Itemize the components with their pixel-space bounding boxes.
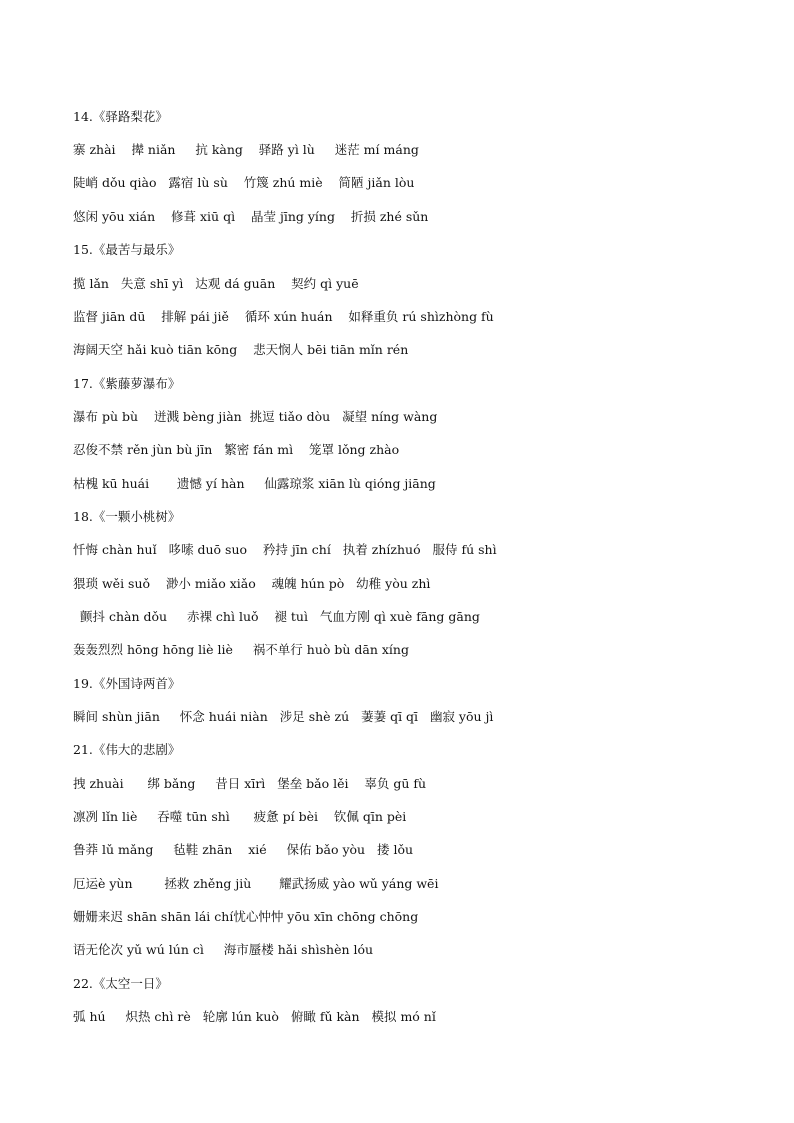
vocab-line: 忏悔 chàn huǐ 哆嗦 duō suo 矜持 jīn chí 执着 zhízhuó 服侍 fú shì bbox=[73, 542, 497, 557]
vocab-line: 悠闲 yōu xián 修葺 xiū qì 晶莹 jīng yíng 折损 zhé sǔn bbox=[73, 209, 429, 224]
vocab-line: 陡峭 dǒu qiào 露宿 lù sù 竹篾 zhú miè 简陋 jiǎn lòu bbox=[73, 175, 415, 190]
vocab-line: 语无伦次 yǔ wú lún cì 海市蜃楼 hǎi shìshèn lóu bbox=[73, 942, 374, 957]
vocab-line: 监督 jiān dū 排解 pái jiě 循环 xún huán 如释重负 rú shìzhòng fù bbox=[73, 309, 494, 324]
section-heading-19: 19.《外国诗两首》 bbox=[73, 676, 181, 691]
vocab-line: 猥琐 wěi suǒ 渺小 miǎo xiǎo 魂魄 hún pò 幼稚 yòu zhì bbox=[73, 576, 431, 591]
section-heading-14: 14.《驿路梨花》 bbox=[73, 109, 168, 124]
vocab-line: 姗姗来迟 shān shān lái chí忧心忡忡 yōu xīn chōng chōng bbox=[73, 909, 419, 924]
vocab-line: 忍俊不禁 rěn jùn bù jīn 繁密 fán mì 笼罩 lǒng zhào bbox=[73, 442, 400, 457]
vocab-line: 弧 hú 炽热 chì rè 轮廓 lún kuò 俯瞰 fǔ kàn 模拟 mó nǐ bbox=[73, 1009, 436, 1024]
section-heading-22: 22.《太空一日》 bbox=[73, 976, 168, 991]
vocab-line: 凛冽 lǐn liè 吞噬 tūn shì 疲惫 pí bèi 钦佩 qīn pèi bbox=[73, 809, 407, 824]
vocab-line: 海阔天空 hǎi kuò tiān kōng 悲天悯人 bēi tiān mǐn rén bbox=[73, 342, 409, 357]
vocab-line: 揽 lǎn 失意 shī yì 达观 dá guān 契约 qì yuē bbox=[73, 276, 359, 291]
vocab-line: 枯槐 kū huái 遗憾 yí hàn 仙露琼浆 xiān lù qióng jiāng bbox=[73, 476, 436, 491]
vocab-line: 颤抖 chàn dǒu 赤裸 chì luǒ 褪 tuì 气血方刚 qì xuè fāng gāng bbox=[80, 609, 480, 624]
section-heading-21: 21.《伟大的悲剧》 bbox=[73, 742, 181, 757]
section-heading-15: 15.《最苦与最乐》 bbox=[73, 242, 181, 257]
vocab-line: 拽 zhuài 绑 bǎng 昔日 xīrì 堡垒 bǎo lěi 辜负 gū fù bbox=[73, 776, 427, 791]
vocab-line: 寨 zhài 撵 niǎn 抗 kàng 驿路 yì lù 迷茫 mí máng bbox=[73, 142, 419, 157]
vocab-line: 瀑布 pù bù 迸溅 bèng jiàn 挑逗 tiǎo dòu 凝望 níng wàng bbox=[73, 409, 438, 424]
section-heading-17: 17.《紫藤萝瀑布》 bbox=[73, 376, 181, 391]
vocab-line: 瞬间 shùn jiān 怀念 huái niàn 涉足 shè zú 萋萋 qī qī 幽寂 yōu jì bbox=[73, 709, 494, 724]
vocab-line: 轰轰烈烈 hōng hōng liè liè 祸不单行 huò bù dān xíng bbox=[73, 642, 409, 657]
vocab-line: 厄运è yùn 拯救 zhěng jiù 耀武扬威 yào wǔ yáng wēi bbox=[73, 876, 439, 891]
section-heading-18: 18.《一颗小桃树》 bbox=[73, 509, 181, 524]
vocab-line: 鲁莽 lǔ mǎng 毡鞋 zhān xié 保佑 bǎo yòu 搂 lǒu bbox=[73, 842, 414, 857]
